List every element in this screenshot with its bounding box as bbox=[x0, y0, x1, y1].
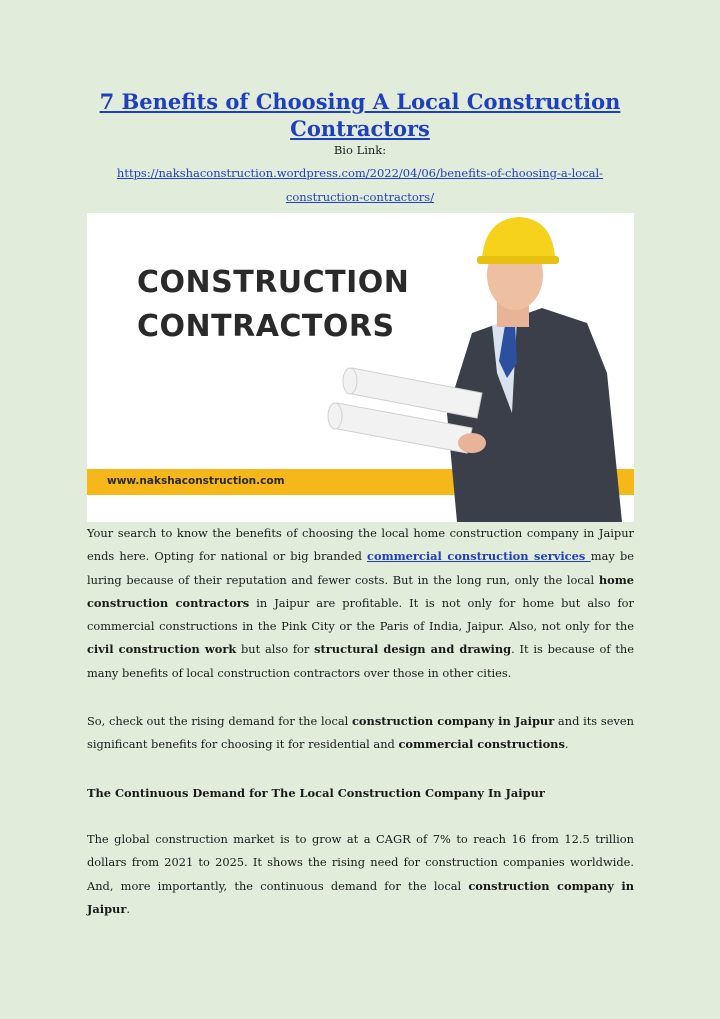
section-heading: The Continuous Demand for The Local Construction Company In Jaipur bbox=[87, 786, 545, 800]
bold-text: structural design and drawing bbox=[314, 642, 512, 657]
rising-demand-paragraph bbox=[87, 710, 634, 757]
bio-link-label: Bio Link: bbox=[333, 143, 387, 157]
text: Your search to know the benefits of choosing the local home construction company in Jaipur ends here. Opting for national or big branded bbox=[87, 526, 634, 564]
market-paragraph bbox=[87, 828, 634, 921]
hero-website: www.nakshaconstruction.com bbox=[107, 475, 285, 487]
page-title[interactable]: 7 Benefits of Choosing A Local Construction Contractors bbox=[99, 89, 621, 141]
intro-paragraph bbox=[87, 522, 634, 685]
bold-text: construction company in Jaipur bbox=[352, 714, 555, 728]
hero-heading-line-1: CONSTRUCTION bbox=[137, 265, 410, 300]
hero-heading-line-2: CONTRACTORS bbox=[137, 309, 395, 344]
text: . bbox=[564, 737, 569, 752]
text: So, check out the rising demand for the local bbox=[87, 714, 352, 728]
commercial-construction-services-link[interactable]: commercial construction services bbox=[367, 549, 591, 564]
text: but also for bbox=[236, 642, 315, 657]
bold-text: home construction contractors bbox=[87, 572, 634, 610]
text: . bbox=[126, 901, 130, 916]
bold-text: civil construction work bbox=[87, 642, 237, 657]
text: The global construction market is to grow at a CAGR of 7% to reach 16 from 12.5 trillion dollars from 2021 to 2025. It shows the rising need for construction companies worldwide. And, more importantly, the continuous demand for the local bbox=[87, 832, 634, 893]
bio-link[interactable]: https://nakshaconstruction.wordpress.com/2022/04/06/benefits-of-choosing-a-local-construction-contractors/ bbox=[116, 166, 604, 204]
bold-text: construction company in Jaipur bbox=[87, 878, 635, 916]
text: in Jaipur are profitable. It is not only for home but also for commercial constructions in the Pink City or the Paris of India, Jaipur. Also, not only for the bbox=[87, 595, 634, 634]
text: and its seven significant benefits for choosing it for residential and bbox=[87, 714, 634, 752]
bold-text: commercial constructions bbox=[398, 737, 565, 752]
text: may be luring because of their reputation and fewer costs. But in the long run, only the local bbox=[87, 549, 634, 587]
text: . It is because of the many benefits of local construction contractors over those in other cities. bbox=[87, 642, 634, 680]
hero-image bbox=[87, 213, 634, 522]
